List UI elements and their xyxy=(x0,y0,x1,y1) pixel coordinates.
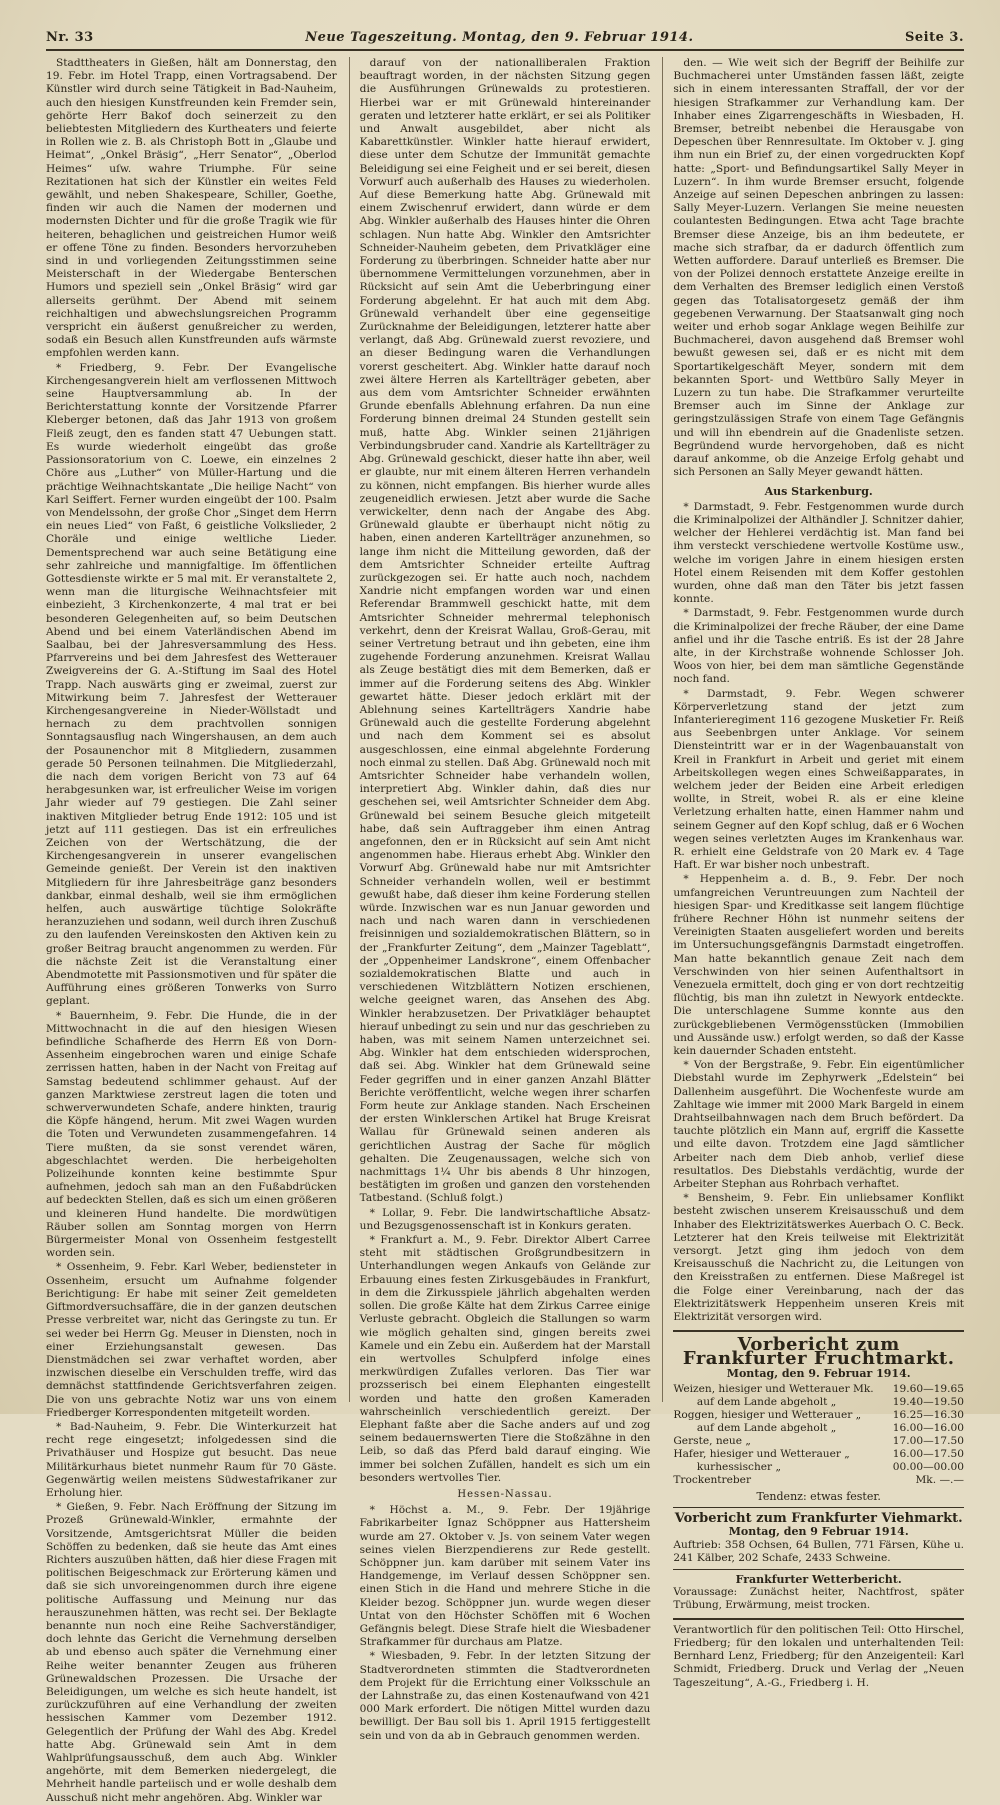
price-row xyxy=(673,1435,964,1448)
article-columns xyxy=(46,57,965,1804)
price-label: kurhessischer „ xyxy=(673,1460,781,1473)
price-label: Hafer, hiesiger und Wetterauer „ xyxy=(673,1447,850,1460)
article-paragraph: * Bad-Nauheim, 9. Febr. Die Winterkurzeit hat recht rege eingesetzt; infolgedessen sind die Privathäuser und Hospize gut besucht. Das neue Militärkurhaus bietet nunmehr Raum für 70 Gäste. Gegenwärtig weilen meistens Südwestafrikaner zur Erholung hier. xyxy=(46,1420,337,1499)
price-value: 16.00—17.50 xyxy=(892,1447,965,1460)
article-paragraph: * Wiesbaden, 9. Febr. In der letzten Sitzung der Stadtverordneten stimmten die Stadtverordneten dem Projekt für die Errichtung einer Volksschule an der Lahnstraße zu, das einen Kostenaufwand von 421 000 Mark erfordert. Die nötigen Mittel wurden dazu bewilligt. Der Bau soll bis 1. April 1915 fertiggestellt sein und von da ab in Gebrauch genommen werden. xyxy=(359,1650,651,1742)
article-paragraph: * Von der Bergstraße, 9. Febr. Ein eigentümlicher Diebstahl wurde im Zephyrwerk „Edelstein“ bei Dallenheim ausgeführt. Die Wochenfeste wurde am Zahltage wie immer mit 2000 Mark Bargeld in einem Drahtseilbahnwagen nach dem Bruch befördert. Da tauchte plötzlich ein Mann auf, ergriff die Kassette und eilte davon. Trotzdem eine Jagd sämtlicher Arbeiter nach dem Dieb anhob, verlief diese resultatlos. Des Diebstahls verdächtig, wurde der Arbeiter Stephan aus Rohrbach verhaftet. xyxy=(673,1059,965,1191)
cattle-market-text: Auftrieb: 358 Ochsen, 64 Bullen, 771 Färsen, Kühe u. 241 Kälber, 202 Schafe, 2433 Schweine. xyxy=(673,1538,965,1564)
article-paragraph: * Gießen, 9. Febr. Nach Eröffnung der Sitzung im Prozeß Grünewald-Winkler, ermahnte der Vorsitzende, Amtsgerichtsrat Müller die beiden Schöffen zu bedenken, daß sie heute das Amt eines Richters auszuüben hätten, daß hier diese Fragen mit politischen Beigeschmack zur Erörterung kämen und daß sie sich unvoreingenommen durch ihre eigene politische Auffassung und Meinung nur das herauszunehmen hätten, was recht sei. Der Beklagte benannte nun noch eine Reihe Sachverständiger, doch lehnte das Gericht die Vernehmung derselben ab und ebenso auch später die Vernehmung einer Reihe weiter benannter Zeugen aus früheren Grünewaldschen Prozessen. Die Ursache der Beleidigungen, um welche es sich heute handelt, ist zurückzuführen auf eine Verhandlung der zweiten hessischen Kammer vom Dezember 1912. Gelegentlich der Prüfung der Wahl des Abg. Kredel hatte Abg. Grünewald sein Amt in dem Wahlprüfungsausschuß, dem auch Abg. Winkler angehörte, mit dem Bemerken niedergelegt, die Mehrheit handle parteiisch und er wolle deshalb dem Ausschuß nicht mehr angehören. Abg. Winkler war xyxy=(46,1501,337,1804)
article-paragraph: * Lollar, 9. Febr. Die landwirtschaftliche Absatz- und Bezugsgenossenschaft ist in Konkurs geraten. xyxy=(359,1206,651,1232)
price-value: Mk. —.— xyxy=(915,1473,965,1486)
article-paragraph: darauf von der nationalliberalen Fraktion beauftragt worden, in der nächsten Sitzung gegen die Ausführungen Grünewalds zu protestieren. Hierbei war er mit Grünewald hintereinander geraten und letzterer hatte erklärt, er sei als Politiker und Anwalt ausgebildet, aber nicht als Kabarettkünstler. Winkler hatte hierauf erwidert, diese unter dem Schutze der Immunität gemachte Beleidigung sei eine Feigheit und er sei bereit, diesen Vorwurf auch außerhalb des Hauses zu wiederholen. Auf diese Bemerkung hatte Abg. Grünewald mit einem Zwischenruf erwidert, dann würde er dem Abg. Winkler außerhalb des Hauses hinter die Ohren schlagen. Nun hatte Abg. Winkler den Amtsrichter Schneider-Nauheim gebeten, dem Privatkläger eine Forderung zu überbringen. Schneider hatte aber nur übernommene Vermittelungen vorzunehmen, aber in Rücksicht auf sein Amt die Ueberbringung einer Forderung abgelehnt. Er hat auch mit dem Abg. Grünewald verhandelt über eine gegenseitige Zurücknahme der Beleidigungen, letzterer hatte aber verlangt, daß Abg. Grünewald zuerst revoziere, und an dieser Bedingung waren die Verhandlungen vorerst gescheitert. Abg. Winkler hatte darauf noch zwei ältere Herren als Kartellträger gebeten, aber aus dem vom Amtsrichter Schneider erwähnten Grunde ebenfalls Ablehnung erfahren. Da nun eine Forderung binnen dreimal 24 Stunden gestellt sein muß, hatte Abg. Winkler seinen 21jährigen Verbindungsbruder cand. Xandrie als Kartellträger zu Abg. Grünewald geschickt, dieser hatte ihn aber, weil er glaubte, nur mit einem älteren Herren verhandeln zu können, nicht empfangen. Bis hierher wurde alles zeugeneidlich erwiesen. Jetzt aber wurde die Sache verwickelter, denn nach der Angabe des Abg. Grünewald glaubte er überhaupt nicht nötig zu haben, einen anderen Kartellträger anzunehmen, so lange ihm nicht die Mitteilung geworden, daß der dem Amtsrichter Schneider erteilte Auftrag zurückgezogen sei. Er hatte auch noch, nachdem Xandrie nicht empfangen worden war und einen Referendar Brammwell geschickt hatte, mit dem Amtsrichter Schneider mehrermal telephonisch verkehrt, denn der Kreisrat Wallau, Groß-Gerau, mit seiner Vertretung betraut und ihn gebeten, eine ihm zugehende Forderung anzunehmen. Kreisrat Wallau als Zeuge bestätigt dies mit dem Bemerken, daß er immer auf die Forderung seitens des Abg. Winkler gewartet hätte. Dieser jedoch erklärt mit der Ablehnung seines Kartellträgers Xandrie habe Grünewald auch die gestellte Forderung abgelehnt und nach dem Komment sei es absolut ausgeschlossen, eine einmal abgelehnte Forderung noch einmal zu stellen. Daß Abg. Grünewald noch mit Amtsrichter Schneider habe verhandeln wollen, interpretiert Abg. Winkler dahin, daß dies nur geschehen sei, weil Amtsrichter Schneider dem Abg. Grünewald bei seinem Besuche gleich mitgeteilt habe, daß sein Auftraggeber ihm einen Antrag angefonnen, den er in Rücksicht auf sein Amt nicht angenommen habe. Hieraus erhebt Abg. Winkler den Vorwurf Abg. Grünewald habe nur mit Amtsrichter Schneider verhandeln wollen, weil er bestimmt gewußt habe, daß dieser ihm keine Forderung stellen würde. Inzwischen war es nun Januar geworden und nach und nach waren dann in verschiedenen freisinnigen und sozialdemokratischen Blättern, so in der „Frankfurter Zeitung“, dem „Mainzer Tageblatt“, der „Oppenheimer Landskrone“, einem Offenbacher sozialdemokratischen Blatte und auch in verschiedenen Witzblättern Notizen erschienen, welche geeignet waren, das Ansehen des Abg. Winkler herabzusetzen. Der Privatkläger behauptet hierauf unbedingt zu sein und nur das geschrieben zu haben, was mit seinem Namen unterzeichnet sei. Abg. Winkler hat dem entschieden widersprochen, daß sei. Abg. Winkler hat dem Grünewald seine Feder gegriffen und in einer ganzen Anzahl Blätter Berichte veröffentlicht, welche wegen ihrer scharfen Form heute zur Anklage standen. Nach Erscheinen der ersten Winklerschen Artikel hat Bruge Kreisrat Wallau für Grünewald seinen anderen als gerichtlichen Austrag der Sache für möglich gehalten. Die Zeugenaussagen, welche sich von nachmittags 1¼ Uhr bis abends 8 Uhr hinzogen, bestätigten im großen und ganzen den vorstehenden Tatbestand. (Schluß folgt.) xyxy=(359,57,651,1205)
masthead xyxy=(46,30,964,51)
article-paragraph: * Darmstadt, 9. Febr. Festgenommen wurde durch die Kriminalpolizei der Althändler J. Schnitzer dahier, welcher der Hehlerei verdächtig ist. Man fand bei ihm versteckt verschiedene wertvolle Kostüme usw., welche im vorigen Jahre in einem hiesigen ersten Hotel einem Reisenden mit dem Koffer gestohlen wurden, ohne daß man den Täter bis jetzt fassen konnte. xyxy=(673,500,965,606)
price-row xyxy=(673,1474,964,1487)
price-label: Trockentreber xyxy=(673,1473,752,1486)
price-value: 17.00—17.50 xyxy=(892,1434,965,1447)
column-3 xyxy=(662,57,965,1689)
section-heading: Aus Starkenburg. xyxy=(764,484,873,498)
article-paragraph: * Ossenheim, 9. Febr. Karl Weber, bediensteter in Ossenheim, ersucht um Aufnahme folgender Berichtigung: Er habe mit seiner Zeit gemeldeten Giftmordversuchsaffäre, die in der ganzen deutschen Presse verbreitet war, nicht das Geringste zu tun. Er sei weder bei Herrn Gg. Meuser in Diensten, noch in einer Erziehungsanstalt gewesen. Das Dienstmädchen sei zwar verhaftet worden, aber inzwischen dieselbe ein Verschulden treffe, wird das demnächst stattfindende Gerichtsverfahren zeigen. Die von uns gebrachte Notiz war uns von einem Friedberger Korrespondenten mitgeteilt worden. xyxy=(46,1261,337,1419)
article-paragraph: * Frankfurt a. M., 9. Febr. Direktor Albert Carree steht mit städtischen Großgrundbesitzern in Unterhandlungen wegen Ankaufs von Gelände zur Erbauung eines festen Zirkusgebäudes in Frankfurt, in dem die Zirkusspiele jährlich abgehalten werden sollen. Die große Kälte hat dem Zirkus Carree einige Verluste gebracht. Obgleich die Stallungen so warm wie möglich gehalten sind, gingen bereits zwei Kamele und ein Zebu ein. Außerdem hat der Marstall ein wertvolles Schulpferd infolge eines merkwürdigen Zufalles verloren. Das Tier war prozsserisch bei einem Elephanten eingestellt worden und hatte den großen Kameraden wahrscheinlich verschiedentlich gereizt. Der Elephant faßte aber die Sache anders auf und zog seinem bedauernswerten Tiere die Stoßzähne in den Leib, so daß das Pferd bald darauf einging. Wie immer bei solchen Zufällen, handelt es sich um ein besonders wertvolles Tier. xyxy=(359,1234,651,1484)
price-value: 19.40—19.50 xyxy=(892,1395,965,1408)
weather-text: Voraussage: Zunächst heiter, Nachtfrost, später Trübung, Erwärmung, meist trocken. xyxy=(673,1585,965,1611)
price-table xyxy=(673,1383,964,1487)
article-paragraph: * Darmstadt, 9. Febr. Wegen schwerer Körperverletzung stand der jetzt zum Infanterieregiment 116 gezogene Musketier Fr. Reiß aus Seebenbrgen unter Anklage. Vor seinem Diensteintritt war er in der Wagenbauanstalt von Kreil in Frankfurt in Arbeit und geriet mit einem Arbeitskollegen wegen eines Schweißapparates, in welchem jeder der Beiden eine Arbeit erledigen wollte, in Streit, wobei R. als er eine kleine Verletzung erhalten hatte, einen Hammer nahm und seinem Gegner auf den Kopf schlug, daß er 6 Wochen wegen seines verletzten Auges im Krankenhaus war. R. erhielt eine Geldstrafe von 20 Mark ev. 4 Tage Haft. Er war bisher noch unbestraft. xyxy=(673,687,965,872)
price-row xyxy=(673,1409,964,1422)
column-2 xyxy=(349,57,651,1742)
price-row xyxy=(673,1396,964,1409)
price-value: 16.25—16.30 xyxy=(892,1408,965,1421)
section-heading: Hessen-Nassau. xyxy=(457,1488,553,1500)
article-paragraph: * Höchst a. M., 9. Febr. Der 19jährige Fabrikarbeiter Ignaz Schöppner aus Hattersheim wurde am 27. Oktober v. Js. von seinem Vater wegen seines vielen Bierzpendierens zur Rede gestellt. Schöppner jun. kam darüber mit seinem Vater ins Handgemenge, im Verlauf dessen Schöppner sen. einen Stich in die Hand und mehrere Stiche in die Kleider bezog. Schöppner jun. wurde wegen dieser Untat von den Höchster Schöffen mit 6 Wochen Gefängnis belegt. Diese Strafe hielt die Wiesbadener Strafkammer für durchaus am Platze. xyxy=(359,1504,651,1649)
price-row xyxy=(673,1422,964,1435)
price-value: 00.00—00.00 xyxy=(892,1460,965,1473)
article-paragraph: Stadttheaters in Gießen, hält am Donnerstag, den 19. Febr. im Hotel Trapp, einen Vortragsabend. Der Künstler wird durch seine Tätigkeit in Bad-Nauheim, auch den hiesigen Kunstfreunden kein Fremder sein, gehörte Herr Bakof doch seinerzeit zu den beliebtesten Mitgliedern des Kurtheaters und feierte in Rollen wie z. B. als Christoph Bott in „Glaube und Heimat“, „Onkel Bräsig“, „Herr Senator“, „Oberlod Heimes“ uſw. wahre Triumphe. Für seine Rezitationen hat sich der Künstler ein weites Feld gewählt, und neben Shakespeare, Schiller, Goethe, finden wir auch die Namen der modernen und modernsten Dichter und für die große Tragik wie für heiteren, behaglichen und geistreichen Humor weiß er offene Töne zu finden. Besonders hervorzuheben sind in und vorliegenden Zeitungsstimmen seine Meisterschaft in der Wiedergabe Benterschen Humors und speziell sein „Onkel Bräsig“ wird gar allerseits gerühmt. Der Abend mit seinem reichhaltigen und abwechslungsreichen Programm verspricht ein äußerst genußreicher zu werden, sodaß ein Besuch allen Kunstfreunden aufs wärmste empfohlen werden kann. xyxy=(46,57,337,360)
price-label: Weizen, hiesiger und Wetterauer Mk. xyxy=(673,1382,874,1395)
issue-number: Nr. 33 xyxy=(46,30,94,45)
imprint: Verantwortlich für den politischen Teil: Otto Hirschel, Friedberg; für den lokalen und unterhaltenden Teil: Bernhard Lenz, Friedberg; für den Anzeigenteil: Karl Schmidt, Friedberg. Druck und Verlag der „Neuen Tageszeitung“, A.-G., Friedberg i. H. xyxy=(673,1618,964,1690)
article-paragraph: * Darmstadt, 9. Febr. Festgenommen wurde durch die Kriminalpolizei der freche Räuber, der eine Dame anfiel und ihr die Tasche entriß. Es ist der 28 Jahre alte, in der Kirchstraße wohnende Schlosser Joh. Woos von hier, bei dem man sämtliche Gegenstände noch fand. xyxy=(673,607,965,686)
price-label: Gerste, neue „ xyxy=(673,1434,751,1447)
article-paragraph: den. — Wie weit sich der Begriff der Beihilfe zur Buchmacherei unter Umständen fassen läßt, zeigte sich in einem interessanten Straffall, der vor der hiesigen Strafkammer zur Verhandlung kam. Der Inhaber eines Zigarrengeschäfts in Wiesbaden, H. Bremser, betreibt nebenbei die Herausgabe von Depeschen über Rennresultate. Im Oktober v. J. ging ihm nun ein Brief zu, der einen vorgedruckten Kopf hatte: „Sport- und Befindungsartikel Sally Meyer in Luzern“. In ihm wurde Bremser ersucht, folgende Anzeige auf seinen Depeschen anbringen zu lassen: Sally Meyer-Luzern. Verlangen Sie meine neuesten coulantesten Bedingungen. Etwa acht Tage brachte Bremser diese Anzeige, bis an ihm bedeutete, er mache sich strafbar, da er dadurch öffentlich zum Wetten auffordere. Darauf unterließ es Bremser. Die von der Polizei dennoch erstattete Anzeige ereilte in dem Verhalten des Bremser lediglich einen Verstoß gegen das Totalisatorgesetz gemäß der ihm gegebenen Verwarnung. Der Staatsanwalt ging noch weiter und erhob sogar Anklage wegen Beihilfe zur Buchmacherei, davon ausgehend daß Bremser wohl bewußt gewesen sei, daß er es nicht mit dem Sportartikelgeschäft Meyer, sondern mit dem bekannten Sport- und Wettbüro Sally Meyer in Luzern zu tun habe. Die Strafkammer verurteilte Bremser auch im Sinne der Anklage zur geringstzulässigen Strafe von einem Tage Gefängnis und will ihn ebendrein auf die Gnadenliste setzen. Begründend wurde hervorgehoben, daß es nicht darauf ankomme, ob die Anzeige Erfolg gehabt und sich Personen an Sally Meyer gewandt hätten. xyxy=(673,57,965,479)
market-date: Montag, den 9. Februar 1914. xyxy=(726,1366,911,1380)
article-paragraph: * Heppenheim a. d. B., 9. Febr. Der noch umfangreichen Veruntreuungen zum Nachteil der hiesigen Spar- und Kreditkasse seit langem flüchtige frühere Rechner Höhn ist nunmehr seitens der Vereinigten Staaten ausgeliefert worden und bereits im Untersuchungsgefängnis Darmstadt eingetroffen. Man hatte bekanntlich genaue Zeit nach dem Verschwinden von hier seinen Aufenthaltsort in Venezuela ermittelt, doch ging er von dort rechtzeitig flüchtig, bis man ihn zuletzt in Newyork entdeckte. Die unterschlagene Summe konnte aus den zurückgebliebenen Vermögensstücken (Immobilien und Aussände usw.) erfolgt werden, so daß der Kasse kein dauernder Schaden entsteht. xyxy=(673,873,965,1058)
price-value: 16.00—16.00 xyxy=(892,1421,965,1434)
price-row xyxy=(673,1383,964,1396)
price-label: Roggen, hiesiger und Wetterauer „ xyxy=(673,1408,862,1421)
article-paragraph: * Bauernheim, 9. Febr. Die Hunde, die in der Mittwochnacht in die auf den hiesigen Wiesen befindliche Schafherde des Herrn Eß von Dorn-Assenheim eingebrochen waren und einige Schafe zerrissen hatten, haben in der Nacht von Freitag auf Samstag bedeutend schlimmer gehaust. Auf der ganzen Marktwiese zerstreut lagen die toten und schwerverwundeten Schafe, andere hinkten, traurig die Köpfe hängend, herum. Mit zwei Wagen wurden die Toten und Verwundeten zusammengefahren. 14 Tiere mußten, da sie sonst verendet wären, abgeschlachtet werden. Die herbeigeholten Polizeihunde konnten keine bestimmte Spur aufnehmen, jedoch sah man an den Fußabdrücken auf bedeckten Stellen, daß es sich um einen größeren und kleineren Hund handelte. Die mordwütigen Räuber sollen am Sonntag morgen von Herrn Bürgermeister Monal von Ossenheim festgestellt worden sein. xyxy=(46,1009,337,1260)
column-1 xyxy=(46,57,337,1804)
price-label: auf dem Lande abgeholt „ xyxy=(673,1421,837,1434)
page-number: Seite 3. xyxy=(905,30,964,45)
cattle-market-date: Montag, den 9 Februar 1914. xyxy=(728,1525,909,1539)
price-label: auf dem Lande abgeholt „ xyxy=(673,1395,837,1408)
newspaper-title-date: Neue Tageszeitung. Montag, den 9. Februar 1914. xyxy=(305,30,694,45)
article-paragraph: * Bensheim, 9. Febr. Ein unliebsamer Konflikt besteht zwischen unserem Kreisausschuß und dem Inhaber des Elektrizitätswerkes Auerbach O. C. Beck. Letzterer hat den Kreis teilweise mit Elektrizität versorgt. Jetzt ging ihm jedoch von dem Kreisausschuß die Nachricht zu, die Leitungen von den Kreisstraßen zu entfernen. Diese Maßregel ist die Folge einer Vereinbarung, nach der das Elektrizitätswerk Heppenheim unseren Kreis mit Elektrizität versorgen wird. xyxy=(673,1192,965,1324)
price-row xyxy=(673,1461,964,1474)
price-value: 19.60—19.65 xyxy=(892,1382,965,1395)
price-row xyxy=(673,1448,964,1461)
weather-title: Frankfurter Wetterbericht. xyxy=(673,1569,964,1586)
cattle-market-title: Vorbericht zum Frankfurter Viehmarkt. xyxy=(673,1507,964,1525)
market-tendency: Tendenz: etwas fester. xyxy=(756,1489,881,1503)
fruit-market-report xyxy=(673,1330,964,1689)
market-title: Vorbericht zum Frankfurter Fruchtmarkt. xyxy=(682,1334,955,1369)
article-paragraph: * Friedberg, 9. Febr. Der Evangelische Kirchengesangverein hielt am verflossenen Mittwoch seine Hauptversammlung ab. In der Berichterstattung konnte der Vorsitzende Pfarrer Kleberger betonen, daß das Jahr 1913 von großem Fleiß zeugt, den es fanden statt 47 Uebungen statt. Es wurde wiederholt eingeübt das große Passionsoratorium von C. Loewe, ein einzelnes 2 Chöre aus „Luther“ von Müller-Hartung und die prächtige Weihnachtskantate „Die heilige Nacht“ von Karl Seiffert. Ferner wurden eingeübt der 100. Psalm von Mendelssohn, der große Chor „Singet dem Herrn ein neues Lied“ von Faßt, 6 geistliche Volkslieder, 2 Choräle und einige weltliche Lieder. Dementsprechend war auch seine Betätigung eine sehr zahlreiche und mannigfaltige. Im öffentlichen Gottesdienste wirkte er 5 mal mit. Er veranstaltete 2, wenn man die liturgische Weihnachtsfeier mit einbezieht, 3 Kirchenkonzerte, 4 mal trat er bei besonderen Gelegenheiten auf, so beim Deutschen Abend und bei einem Vaterländischen Abend im Saalbau, bei der Jahresversammlung des Hess. Pfarrvereins und bei dem Jahresfest des Wetterauer Zweigvereins der G. A.-Stiftung im Saal des Hotel Trapp. Nach auswärts ging er zweimal, zuerst zur Mitwirkung beim 7. Jahresfest der Wetterauer Kirchengesangvereine in Nieder-Wöllstadt und hernach zu dem prachtvollen sonnigen Sonntagsausflug nach Wingershausen, an dem auch der Posaunenchor mit 8 Mitgliedern, zusammen gerade 50 Personen teilnahmen. Die Mitgliederzahl, die nach dem vorigen Bericht von 73 auf 64 herabgesunken war, ist erfreulicher Weise im vorigen Jahr wieder auf 79 gestiegen. Die Zahl seiner inaktiven Mitglieder betrug Ende 1912: 105 und ist jetzt auf 111 gestiegen. Das ist ein erfreuliches Zeichen von der Wertschätzung, die der Kirchengesangverein in unserer evangelischen Gemeinde genießt. Der Verein ist den inaktiven Mitgliedern für ihre Jahresbeiträge ganz besonders dankbar, einmal deshalb, weil sie ihm ermöglichen helfen, auch auswärtige tüchtige Solokräfte heranzuziehen und sodann, weil durch ihren Zuschuß zu den laufenden Vereinskosten den Aktiven kein zu großer Beitrag braucht angenommen zu werden. Für die nächste Zeit ist die Veranstaltung einer Abendmotette mit Passionsmotiven und für später die Aufführung eines größeren Tonwerks von Surro geplant. xyxy=(46,361,337,1008)
